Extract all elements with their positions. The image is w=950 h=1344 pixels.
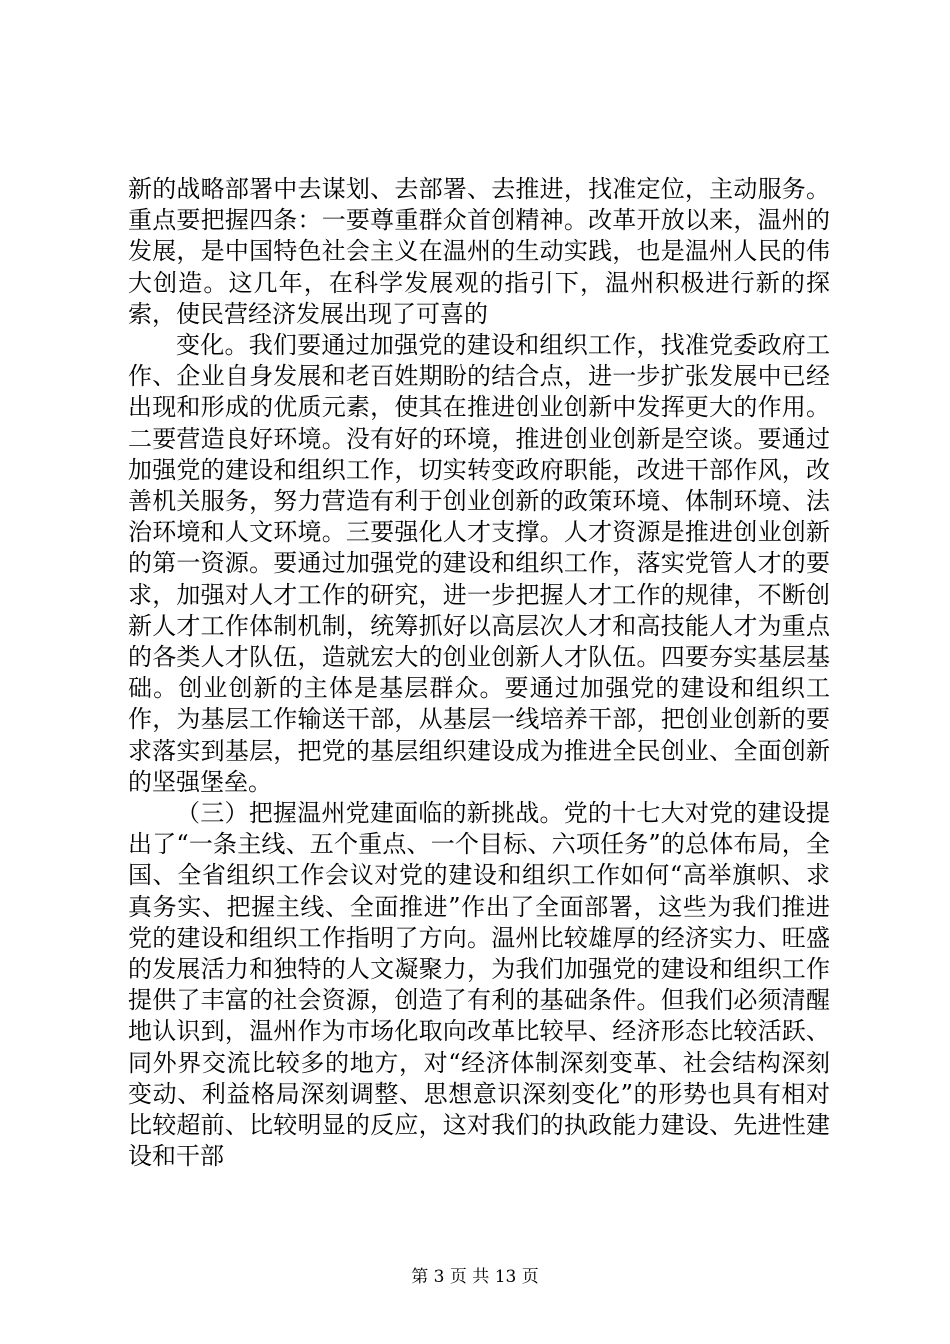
paragraph-3: （三）把握温州党建面临的新挑战。党的十七大对党的建设提出了“一条主线、五个重点、一个目标、六项任务”的总体布局，全国、全省组织工作会议对党的建设和组织工作如何“高举旗帜、求真务实、把握主线、全面推进”作出了全面部署，这些为我们推进党的建设和组织工作指明了方向。温州比较雄厚的经济实力、旺盛的发展活力和独特的人文凝聚力，为我们加强党的建设和组织工作提供了丰富的社会资源，创造了有利的基础条件。但我们必须清醒地认识到，温州作为市场化取向改革比较早、经济形态比较活跃、同外界交流比较多的地方，对“经济体制深刻变革、社会结构深刻变动、利益格局深刻调整、思想意识深刻变化”的形势也具有相对比较超前、比较明显的反应，这对我们的执政能力建设、先进性建设和干部 bbox=[128, 799, 830, 1171]
paragraph-2: 变化。我们要通过加强党的建设和组织工作，找准党委政府工作、企业自身发展和老百姓期盼的结合点，进一步扩张发展中已经出现和形成的优质元素，使其在推进创业创新中发挥更大的作用。二要营造良好环境。没有好的环境，推进创业创新是空谈。要通过加强党的建设和组织工作，切实转变政府职能，改进干部作风，改善机关服务，努力营造有利于创业创新的政策环境、体制环境、法治环境和人文环境。三要强化人才支撑。人才资源是推进创业创新的第一资源。要通过加强党的建设和组织工作，落实党管人才的要求，加强对人才工作的研究，进一步把握人才工作的规律，不断创新人才工作体制机制，统筹抓好以高层次人才和高技能人才为重点的各类人才队伍，造就宏大的创业创新人才队伍。四要夯实基层基础。创业创新的主体是基层群众。要通过加强党的建设和组织工作，为基层工作输送干部，从基层一线培养干部，把创业创新的要求落实到基层，把党的基层组织建设成为推进全民创业、全面创新的坚强堡垒。 bbox=[128, 331, 830, 796]
page-number-label: 第 3 页 共 13 页 bbox=[411, 1267, 539, 1287]
page-footer bbox=[0, 1266, 950, 1288]
body-text bbox=[128, 174, 830, 1173]
paragraph-1: 新的战略部署中去谋划、去部署、去推进，找准定位，主动服务。重点要把握四条：一要尊重群众首创精神。改革开放以来，温州的发展，是中国特色社会主义在温州的生动实践，也是温州人民的伟大创造。这几年，在科学发展观的指引下，温州积极进行新的探索，使民营经济发展出现了可喜的 bbox=[128, 175, 830, 328]
